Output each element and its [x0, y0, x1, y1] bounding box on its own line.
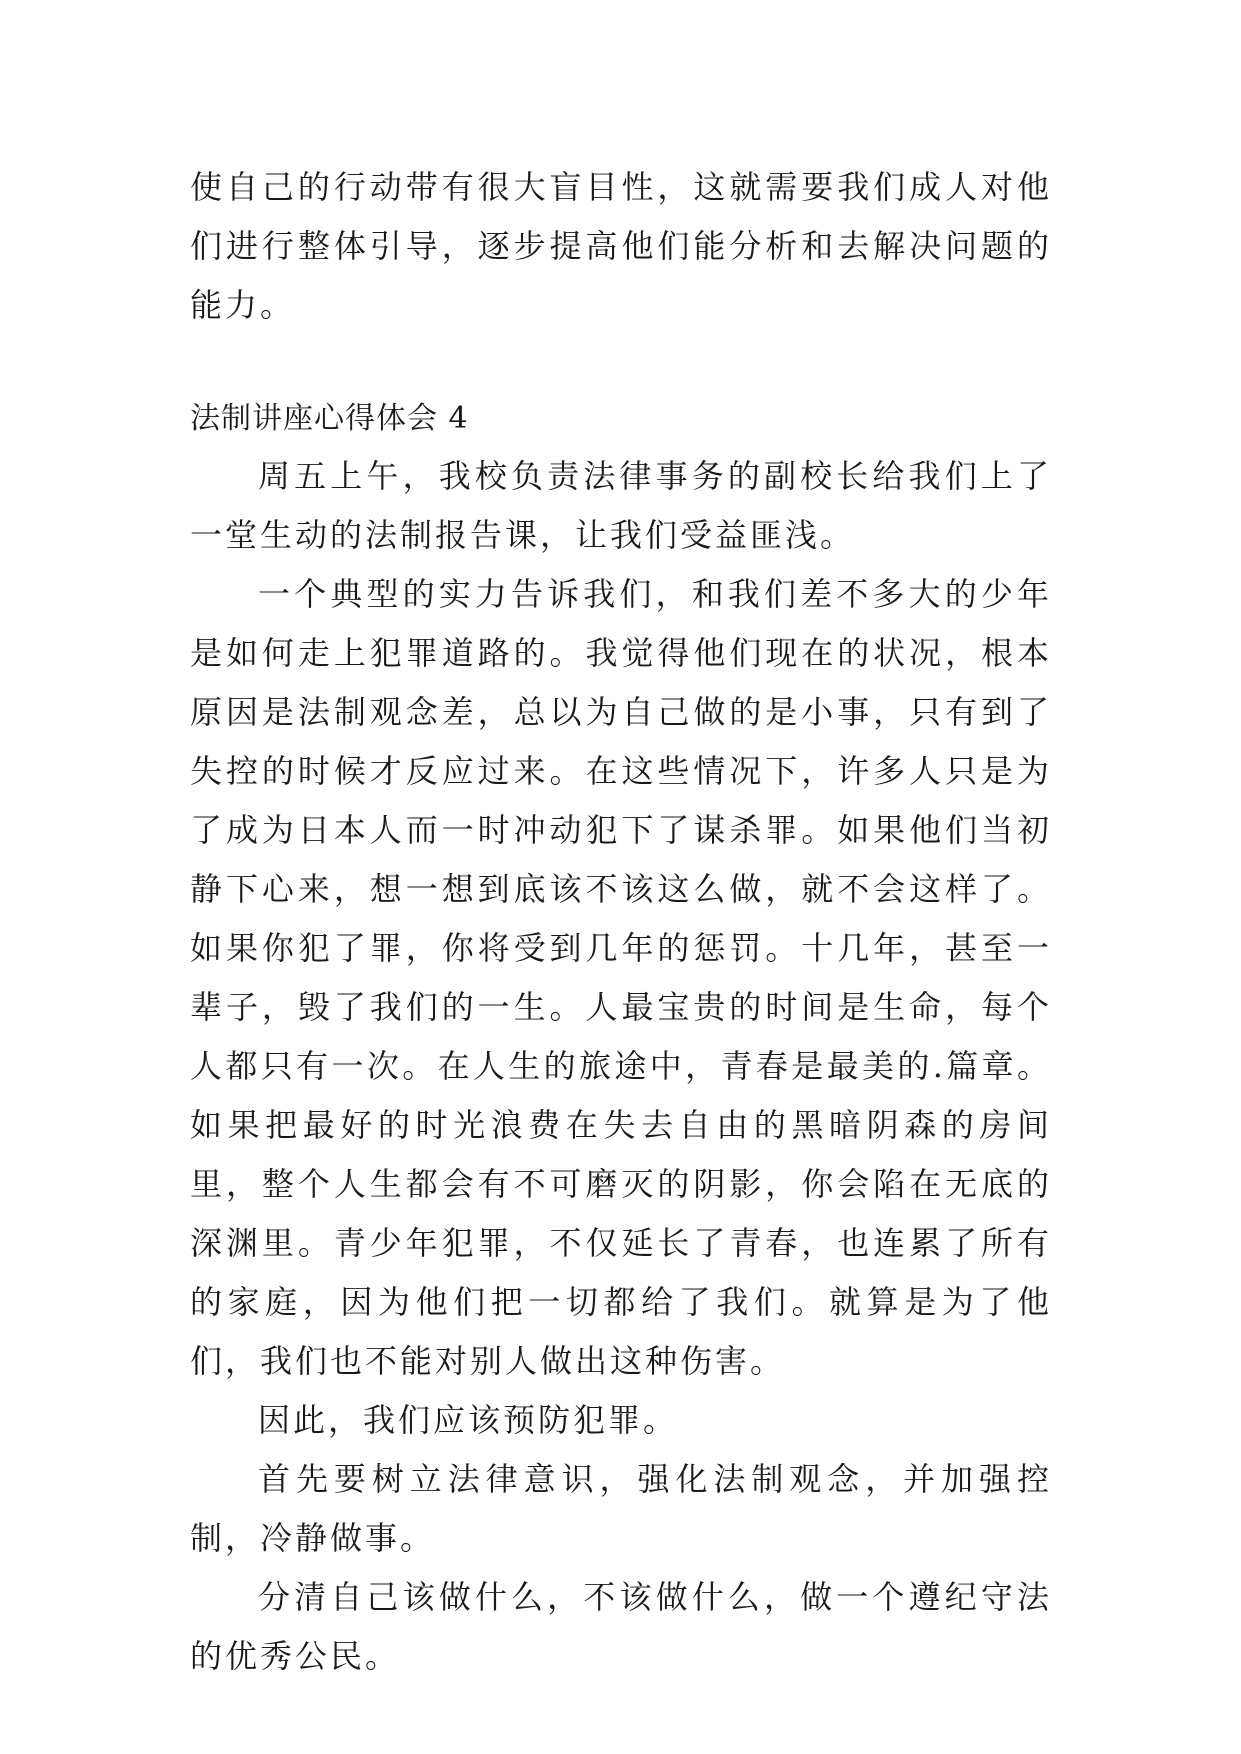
paragraph-1: 周五上午，我校负责法律事务的副校长给我们上了一堂生动的法制报告课，让我们受益匪浅。: [190, 457, 1052, 554]
paragraph-2: 一个典型的实力告诉我们，和我们差不多大的少年是如何走上犯罪道路的。我觉得他们现在的状况，根本原因是法制观念差，总以为自己做的是小事，只有到了失控的时候才反应过来。在这些情况下，许多人只是为了成为日本人而一时冲动犯下了谋杀罪。如果他们当初静下心来，想一想到底该不该这么做，就不会这样了。如果你犯了罪，你将受到几年的惩罚。十几年，甚至一辈子，毁了我们的一生。人最宝贵的时间是生命，每个人都只有一次。在人生的旅途中，青春是最美的.篇章。如果把最好的时光浪费在失去自由的黑暗阴森的房间里，整个人生都会有不可磨灭的阴影，你会陷在无底的深渊里。青少年犯罪，不仅延长了青春，也连累了所有的家庭，因为他们把一切都给了我们。就算是为了他们，我们也不能对别人做出这种伤害。: [190, 575, 1052, 1380]
document-body: [190, 158, 1052, 1686]
paragraph-4: 首先要树立法律意识，强化法制观念，并加强控制，冷静做事。: [190, 1460, 1052, 1557]
continuation-paragraph: 使自己的行动带有很大盲目性，这就需要我们成人对他们进行整体引导，逐步提高他们能分析和去解决问题的能力。: [190, 168, 1052, 324]
paragraph-3: 因此，我们应该预防犯罪。: [258, 1401, 679, 1439]
section-title: 法制讲座心得体会 4: [190, 401, 469, 436]
paragraph-5: 分清自己该做什么，不该做什么，做一个遵纪守法的优秀公民。: [190, 1578, 1052, 1675]
